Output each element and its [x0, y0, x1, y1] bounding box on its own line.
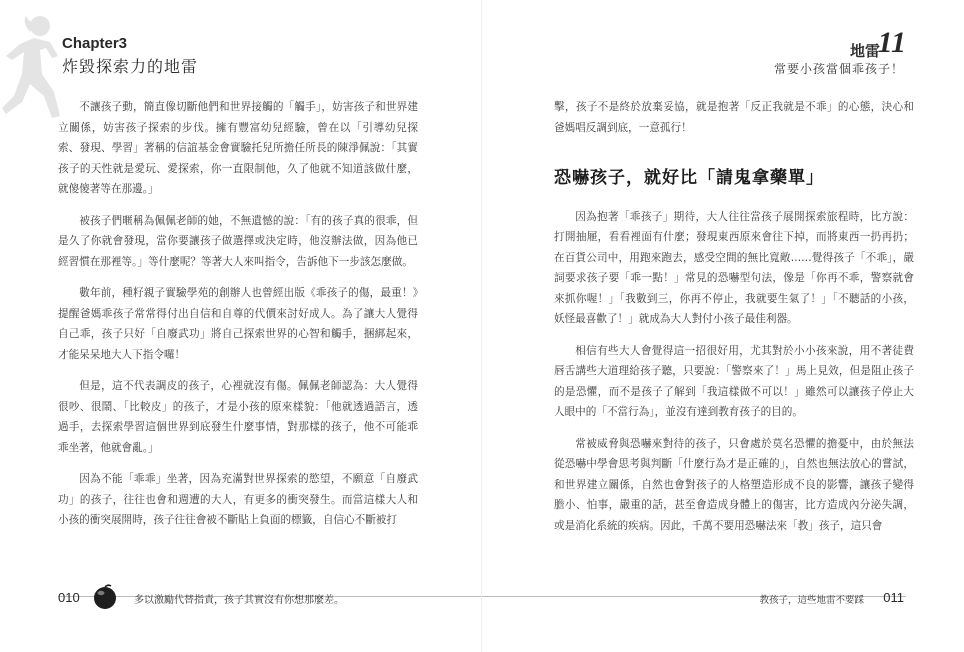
- body-paragraph: 數年前，種籽親子實驗學苑的創辦人也曾經出版《乖孩子的傷，最重！》提醒爸媽乖孩子常常得付出自信和自尊的代價來討好成人。為了讓大人覺得自己乖，孩子只好「自廢武功」將自己探索世界的心智和觸手，捆綁起來，才能呆呆地大人下指令囉！: [58, 287, 418, 361]
- mine-label: 地雷: [849, 42, 880, 60]
- section-heading: 恐嚇孩子，就好比「請鬼拿藥單」: [554, 168, 824, 188]
- body-paragraph: 因為抱著「乖孩子」期待，大人往往當孩子展開探索旅程時，比方說：打開抽屜，看看裡面有什麼；發現東西原來會往下掉，而將東西一扔再扔；在百貨公司中，用跑來跑去，感受空間的無比寬敞……覺得孩子「不乖」，嚴詞要求孩子要「乖一點！」常見的恐嚇型句法，像是「你再不乖，警察就會來抓你喔！」「我數到三，你再不停止，我就要生氣了！」「不聽話的小孩，妖怪最喜歡了！」就成為大人對付小孩子最佳利器。: [554, 210, 914, 325]
- black-ball-icon: [92, 584, 118, 610]
- body-paragraph: 被孩子們暱稱為佩佩老師的她，不無遺憾的說：「有的孩子真的很乖，但是久了你就會發現，當你要讓孩子做選擇或決定時，他沒辦法做，因為他已經習慣在那裡等。」等什麼呢？等著大人來叫指令，告訴他下一步該怎麼做。: [58, 214, 418, 268]
- running-child-silhouette-icon: [0, 12, 62, 130]
- body-paragraph: 但是，這不代表調皮的孩子，心裡就沒有傷。佩佩老師認為：大人覺得很吵、很鬧、「比較皮」的孩子，才是小孩的原來樣貌：「他就透過語言，透過手，去探索學習這個世界到底發生什麼事情，對那樣的孩子，他不可能乖乖坐著，他就會亂。」: [58, 380, 418, 454]
- body-paragraph: 相信有些大人會覺得這一招很好用，尤其對於小小孩來說，用不著徒費唇舌講些大道理給孩子聽，只要說：「警察來了！」馬上見效，但是阻止孩子的是恐懼，而不是孩子了解到「我這樣做不可以！」雖然可以讓孩子停止大人眼中的「不當行為」，並沒有達到教育孩子的目的。: [554, 344, 914, 418]
- body-paragraph: 常被威脅與恐嚇來對待的孩子，只會處於莫名恐懼的擔憂中，由於無法從恐嚇中學會思考與判斷「什麼行為才是正確的」，自然也無法放心的嘗試，和世界建立關係，自然也會對孩子的人格塑造形成不良的影響，讓孩子變得膽小、怕事，嚴重的話，甚至會造成身體上的傷害，比方造成內分泌失調，或是消化系統的疾病。因此，千萬不要用恐嚇法來「教」孩子，這只會: [554, 437, 914, 532]
- page-number: 011: [883, 590, 904, 605]
- page-number: 010: [58, 590, 80, 605]
- left-body-text: [58, 97, 418, 542]
- right-body-text: [554, 97, 914, 547]
- footer-note: 多以激勵代替指責，孩子其實沒有你想那麼差。: [134, 595, 344, 606]
- book-title: 教孩子，這些地雷不要踩: [759, 595, 864, 606]
- mine-subtitle: 常要小孩當個乖孩子！: [773, 62, 904, 76]
- mine-number: 11: [877, 26, 906, 59]
- body-paragraph: 因為不能「乖乖」坐著，因為充滿對世界探索的慾望，不願意「自廢武功」的孩子，往往也會和週遭的大人，有更多的衝突發生。而當這樣大人和小孩的衝突展開時，孩子往往會被不斷貼上負面的標籤，自信心不斷被打: [58, 473, 418, 526]
- body-paragraph: 擊，孩子不是終於放棄妥協，就是抱著「反正我就是不乖」的心態，決心和爸媽唱反調到底，一意孤行！: [554, 101, 914, 134]
- chapter-title: 炸毀探索力的地雷: [62, 57, 199, 76]
- body-paragraph: 不讓孩子動，簡直像切斷他們和世界接觸的「觸手」，妨害孩子和世界建立關係，妨害孩子探索的步伐。擁有豐富幼兒經驗，曾在以「引導幼兒探索、發現、學習」著稱的信誼基金會實驗托兒所擔任所長的陳淨佩說：「其實孩子的天性就是愛玩、愛探索，你一直限制他，久了他就不知道該做什麼，就傻傻著等在那邊。」: [58, 101, 418, 195]
- right-page: [482, 0, 964, 652]
- chapter-number: Chapter3: [62, 35, 128, 52]
